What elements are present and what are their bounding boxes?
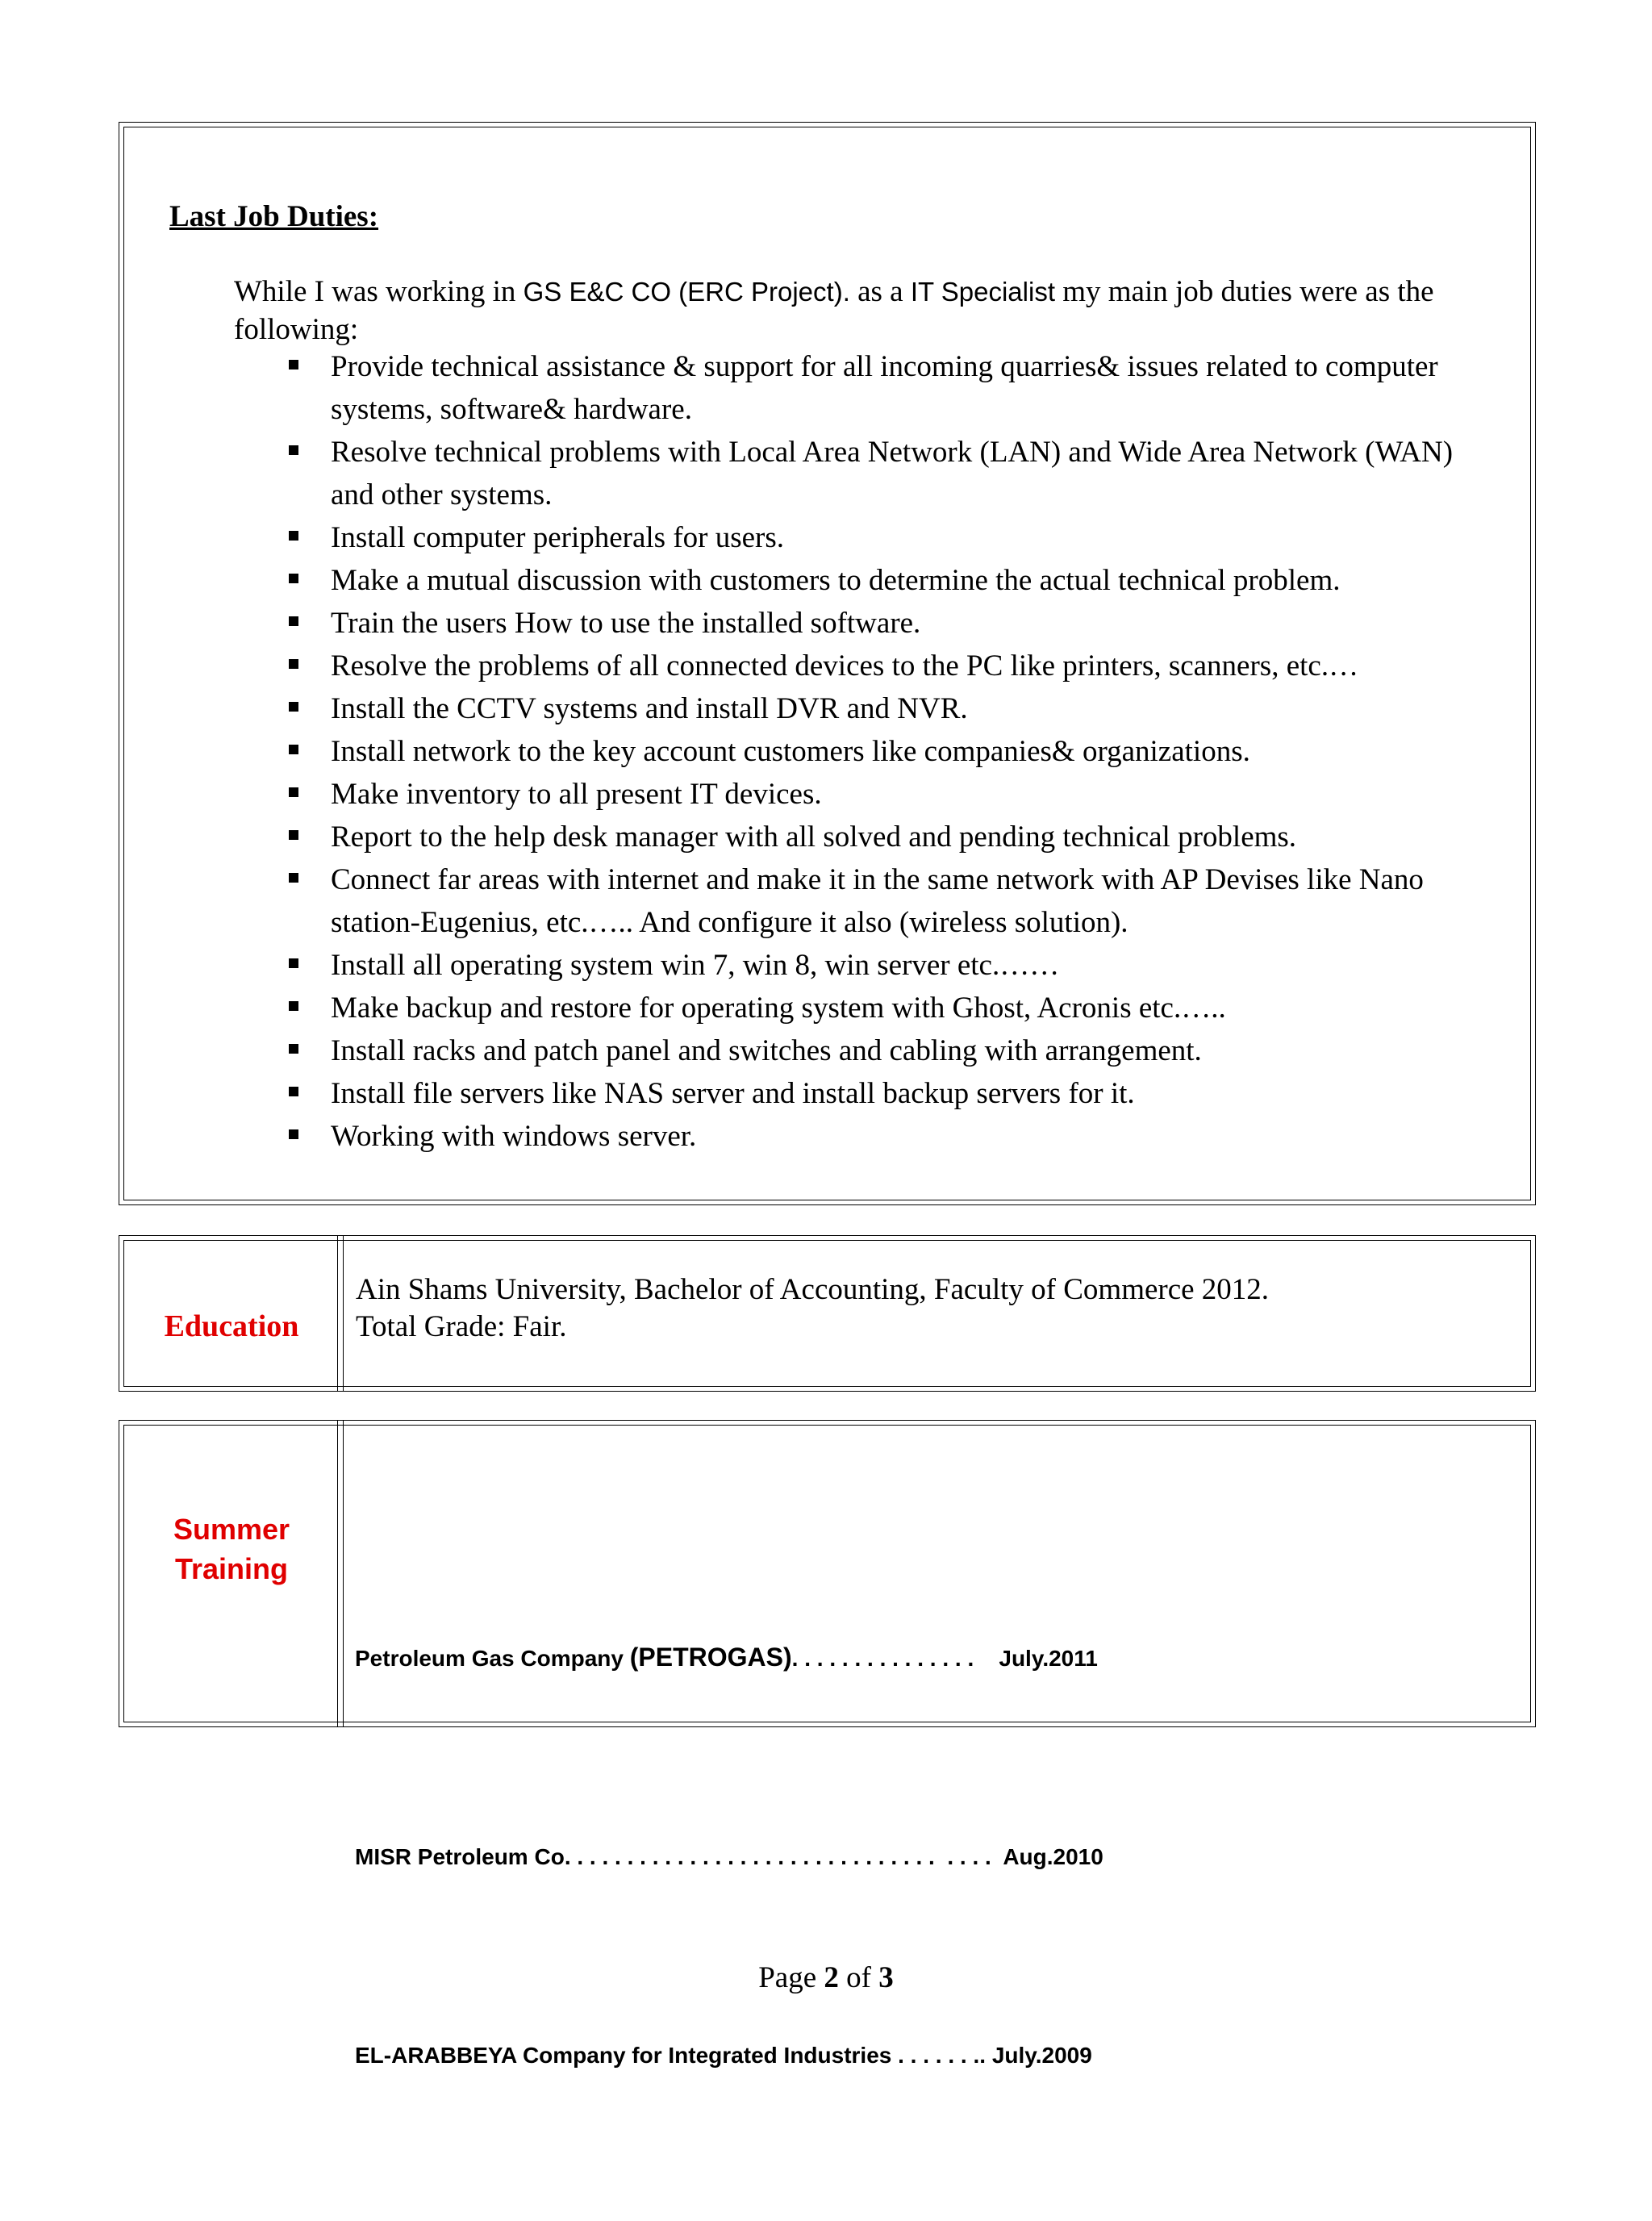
training-dots: . . . . . . .. bbox=[891, 2043, 992, 2068]
duty-item: Report to the help desk manager with all solved and pending technical problems. bbox=[331, 816, 1460, 858]
column-divider bbox=[337, 1236, 344, 1391]
page-prefix: Page bbox=[758, 1961, 824, 1994]
duty-item: Install network to the key account customers like companies& organizations. bbox=[331, 730, 1460, 773]
training-company-abbr: (PETROGAS) bbox=[629, 1643, 792, 1672]
duty-item: Resolve the problems of all connected devices to the PC like printers, scanners, etc.… bbox=[331, 645, 1460, 687]
duty-item: Train the users How to use the installed software. bbox=[331, 602, 1460, 645]
duty-item: Connect far areas with internet and make it in the same network with AP Devises like Nano station-Eugenius, etc.….. And configure it also (wireless solution). bbox=[331, 858, 1460, 944]
duty-item: Install file servers like NAS server and install backup servers for it. bbox=[331, 1072, 1460, 1115]
duty-item: Install racks and patch panel and switches and cabling with arrangement. bbox=[331, 1029, 1460, 1072]
education-section bbox=[119, 1235, 1536, 1392]
duty-item: Install computer peripherals for users. bbox=[331, 516, 1460, 559]
intro-role: IT Specialist bbox=[910, 277, 1055, 307]
training-label-line-2: Training bbox=[174, 1552, 288, 1585]
page-middle: of bbox=[838, 1961, 879, 1994]
training-item bbox=[355, 1624, 1103, 1692]
page-current: 2 bbox=[824, 1961, 839, 1994]
training-date: July.2011 bbox=[999, 1646, 1098, 1671]
education-line-1: Ain Shams University, Bachelor of Accounting, Faculty of Commerce 2012. bbox=[356, 1273, 1270, 1306]
training-date: July.2009 bbox=[991, 2043, 1092, 2068]
duty-item: Install all operating system win 7, win 8, win server etc.…… bbox=[331, 944, 1460, 987]
training-company: MISR Petroleum Co bbox=[355, 1844, 565, 1869]
training-list bbox=[355, 1492, 1103, 2221]
intro-mid: as a bbox=[849, 275, 911, 308]
duties-intro bbox=[234, 273, 1508, 349]
training-dots: . . . . . . . . . . . . . . . . . . . . . . . . . . . . . . . . . . bbox=[564, 1844, 1003, 1869]
duties-section bbox=[119, 122, 1536, 1205]
training-item bbox=[355, 1824, 1103, 1890]
duties-list bbox=[331, 345, 1460, 1158]
training-dots: . . . . . . . . . . . . . . . bbox=[791, 1646, 999, 1671]
page-number bbox=[0, 1960, 1652, 1995]
page-total: 3 bbox=[878, 1961, 894, 1994]
intro-start: While I was working in bbox=[234, 275, 524, 308]
training-label bbox=[126, 1509, 337, 1589]
training-label-line-1: Summer bbox=[173, 1513, 290, 1546]
intro-end: my main job duties were as the following: bbox=[234, 275, 1434, 346]
duty-item: Resolve technical problems with Local Area Network (LAN) and Wide Area Network (WAN) and other systems. bbox=[331, 431, 1460, 516]
duty-item: Working with windows server. bbox=[331, 1115, 1460, 1158]
training-company: EL-ARABBEYA Company for Integrated Industries bbox=[355, 2043, 892, 2068]
duty-item: Make inventory to all present IT devices. bbox=[331, 773, 1460, 816]
duty-item: Provide technical assistance & support for all incoming quarries& issues related to computer systems, software& hardware. bbox=[331, 345, 1460, 431]
duty-item: Make backup and restore for operating system with Ghost, Acronis etc.….. bbox=[331, 987, 1460, 1029]
column-divider bbox=[337, 1421, 344, 1726]
training-item bbox=[355, 2023, 1103, 2089]
training-date: Aug.2010 bbox=[1003, 1844, 1103, 1869]
education-text bbox=[356, 1271, 1269, 1346]
duty-item: Make a mutual discussion with customers to determine the actual technical problem. bbox=[331, 559, 1460, 602]
education-label: Education bbox=[164, 1309, 299, 1343]
duties-heading: Last Job Duties: bbox=[169, 200, 379, 233]
duty-item: Install the CCTV systems and install DVR and NVR. bbox=[331, 687, 1460, 730]
training-company: Petroleum Gas Company bbox=[355, 1646, 630, 1671]
education-line-2: Total Grade: Fair. bbox=[356, 1310, 567, 1343]
intro-company: GS E&C CO (ERC Project). bbox=[523, 277, 850, 307]
